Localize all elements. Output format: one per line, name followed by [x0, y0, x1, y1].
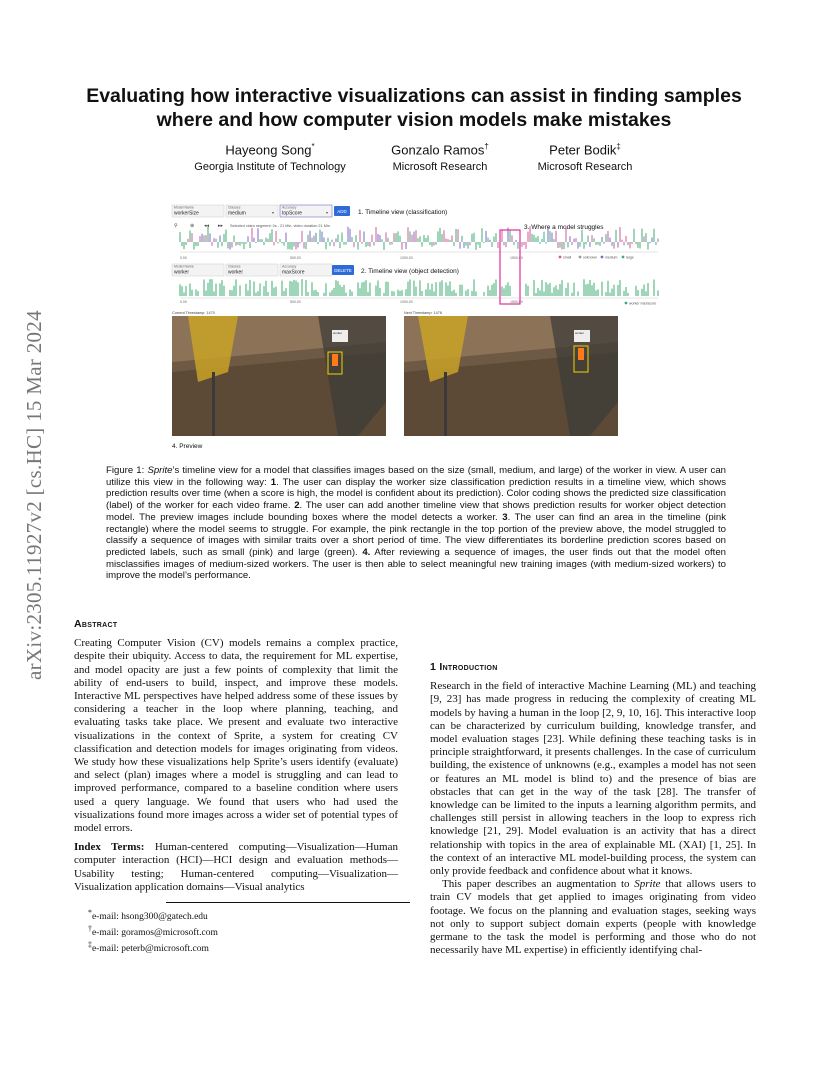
author-name: Peter Bodik: [549, 142, 617, 158]
controls-row-1: [172, 205, 447, 217]
caption-step-num: 4.: [362, 546, 371, 558]
preview-left[interactable]: [172, 311, 386, 436]
author-mark: ‡: [616, 142, 621, 151]
intro-heading: 1 Introduction: [430, 661, 498, 673]
caption-sprite: Sprite: [147, 465, 173, 476]
intro-paragraph-2a: This paper describes an augmentation to: [442, 878, 635, 891]
caption-text: . The user can display the worker size classification prediction results in a timeline view, which shows prediction results over time (when a score is high, the model is confident about its prediction). Color coding shows the predicted size classification (label) of the worker for each video frame.: [106, 476, 726, 512]
author-name: Hayeong Song: [225, 142, 312, 158]
figure-caption: [106, 465, 726, 582]
index-terms-label: Index Terms:: [74, 841, 145, 854]
axis-tick: 0.00: [180, 256, 187, 260]
footnote-mark: †: [88, 924, 92, 934]
abstract-heading: Abstract: [74, 618, 118, 630]
author-1: [180, 142, 360, 173]
label-timeline-classification: 1. Timeline view (classification): [358, 209, 448, 216]
axis-tick: 1000.00: [400, 300, 413, 304]
author-mark: †: [484, 142, 489, 151]
axis-tick: 1000.00: [400, 256, 413, 260]
rewind-icon[interactable]: ◂◂: [204, 223, 210, 229]
model-name-label: Model Name: [174, 205, 194, 210]
author-2: [360, 142, 520, 173]
axis-tick: 1500.00: [510, 300, 523, 304]
footnote-email[interactable]: e-mail: peterb@microsoft.com: [91, 944, 209, 955]
axis-tick: 500.00: [290, 256, 301, 260]
legend-item: worker maxScore: [629, 301, 657, 306]
left-column: [74, 618, 398, 956]
axis-tick: 0.00: [180, 300, 187, 304]
intro-sprite: Sprite: [634, 878, 661, 891]
timeline-detection[interactable]: [180, 279, 658, 296]
classes-label: Classes: [228, 264, 241, 269]
author-3: [515, 142, 655, 173]
accuracy-label: Accuracy: [282, 264, 297, 269]
classes-label: Classes: [228, 205, 241, 210]
footnotes: [74, 907, 398, 955]
title-line-1: Evaluating how interactive visualizations can assist in finding samples: [86, 85, 742, 107]
forward-icon[interactable]: ▸▸: [218, 223, 224, 229]
author-affiliation: Microsoft Research: [537, 161, 633, 174]
abstract-text: Creating Computer Vision (CV) models remains a complex practice, despite their ubiquity. Access to data, the requirement for ML expertise, and model opacity are just a few points of complexity that limit the ability of end-users to build, inspect, and improve these models. Interactive ML perspectives have helped address some of these issues by considering a teacher in the loop where planning, teaching, and evaluating tasks take place. We present and evaluate two interactive visualizations in the context of Sprite, a system for creating CV classification and detection models for images originating from videos. We study how these visualizations help Sprite’s users identify (evaluate) and select (plan) images where a model is struggling and can lead to improved performance, compared to a baseline condition where users used a query language. We found that users who had used the visualizations found more images across a wider set of potential types of model errors.: [74, 637, 398, 835]
add-button[interactable]: ADD: [337, 209, 347, 214]
caption-text: . The user can find an area in the timeline (pink rectangle) where the model seems to struggle. For example, the pink rectangle in the top portion of the preview above, the model struggled to classify a sequence of images with similar traits over a short period of time. The view differentiates its borderline prediction scores based on predicted labels, such as small (pink) and large (green).: [106, 511, 727, 558]
right-column: [430, 661, 756, 957]
author-affiliation: Georgia Institute of Technology: [194, 161, 346, 174]
caption-step-num: 2: [294, 500, 300, 512]
intro-paragraph-1: Research in the field of interactive Machine Learning (ML) and teaching [9, 23] has made progress in reducing the complexity of creating ML models by having a human in the loop [2, 9, 10, 16]. This interactive loop can be characterized by curriculum building, knowledge transfer, and model evaluation stages [23]. While defining these teaching tasks is in principle straightforward, it presents challenges. In the case of curriculum building, the existence of unknowns (e.g., examples a model has not seen or features an ML model is blind to) and the presence of bias are obstacles that can get in the way of the task [28]. The transfer of knowledge can be limited to the inputs a learning algorithm permits, and challenges still persist in allowing teachers in the loop to express rich knowledge [21, 29]. Model evaluation is an activity that has a direct relationship with topics in the area of explainable ML (XAI) [1, 25]. In the context of an interactive ML model-building process, the system can only provide feedback and confidence about what it knows.: [430, 680, 756, 878]
index-terms-text: Human-centered computing—Visualization—Human computer interaction (HCI)—HCI design and evaluation methods—Usability testing; Human-centered computing—Visualization—Visualization application domains—Visual analytics: [74, 841, 398, 893]
zoom-icon[interactable]: ⊕: [190, 223, 195, 229]
caption-text: After reviewing a sequence of images, the user finds out that the model often misclassifies images of medium-sized workers. The user is then able to select meaningful new training images (with medium-sized workers) to improve the model’s performance.: [106, 546, 726, 582]
bbox-label: worker: [575, 331, 585, 335]
footnote-email[interactable]: e-mail: hsong300@gatech.edu: [91, 912, 208, 923]
label-timeline-detection: 2. Timeline view (object detection): [361, 268, 459, 275]
footnote-rule: [166, 902, 410, 903]
arxiv-identifier: arXiv:2305.11927v2 [cs.HC] 15 Mar 2024: [22, 310, 46, 680]
caption-text: ’s timeline view for a model that classifies images based on the size (small, medium, and large) of the worker in view. A user can utilize this view in the following way:: [106, 465, 726, 488]
search-icon[interactable]: ⚲: [174, 223, 178, 229]
model-name-select[interactable]: workerSize: [174, 210, 199, 217]
segment-text: Selected video segment: 0s - 21 Min, video duration 21 Min: [230, 224, 330, 228]
accuracy-select[interactable]: topScore: [282, 210, 303, 217]
legend-item: unknown: [583, 255, 598, 260]
classes-select[interactable]: medium: [228, 210, 246, 217]
model-name-select[interactable]: worker: [174, 269, 190, 276]
delete-button[interactable]: DELETE: [334, 268, 352, 273]
accuracy-select[interactable]: maxScore: [282, 269, 305, 276]
preview-right-title: Next Timestamp: 1476: [404, 311, 442, 315]
axis-tick: 500.00: [290, 300, 301, 304]
footnote-email[interactable]: e-mail: goramos@microsoft.com: [91, 928, 218, 939]
legend-classification: [559, 256, 634, 260]
footnote-mark: *: [88, 908, 92, 918]
chevron-down-icon: ▾: [326, 210, 329, 215]
bbox-label: worker: [333, 331, 343, 335]
model-name-label: Model Name: [174, 264, 194, 269]
figure-1-graphic: [168, 202, 662, 452]
footnote-mark: ‡: [88, 940, 92, 950]
preview-left-title: Current Timestamp: 1470: [172, 311, 215, 315]
caption-text: . The user can add another timeline view that shows prediction results for worker object detection model. The preview images include bounding boxes where the model detects a worker.: [106, 500, 726, 523]
caption-lead: Figure 1:: [106, 465, 148, 476]
controls-row-2: [172, 264, 459, 276]
caption-step-num: 3: [502, 511, 508, 523]
classes-select[interactable]: worker: [228, 269, 244, 276]
author-name: Gonzalo Ramos: [391, 142, 485, 158]
author-affiliation: Microsoft Research: [392, 161, 488, 174]
title-line-2: where and how computer vision models make mistakes: [156, 109, 672, 131]
intro-paragraph-2b: that allows users to train CV models that get applied to images originating from video footage. We focus on the planning and evaluation stages, seeking ways not only to support subject domain experts (people with knowledge germane to the task the model is performing and those who do not necessarily have ML expertise) in efficiently identifying chal-: [430, 878, 756, 957]
chevron-down-icon: ▾: [272, 210, 275, 215]
figure-1: [168, 202, 662, 452]
label-preview: 4. Preview: [172, 443, 203, 450]
preview-right[interactable]: [404, 311, 618, 436]
legend-item: small: [563, 255, 572, 260]
accuracy-label: Accuracy: [282, 205, 297, 210]
paper-title: [70, 84, 758, 132]
legend-item: large: [626, 255, 634, 260]
label-model-struggles: 3. Where a model struggles: [524, 224, 604, 231]
caption-step-num: 1: [270, 476, 277, 488]
author-mark: *: [311, 142, 315, 151]
legend-item: medium: [605, 255, 618, 260]
axis-tick: 1500.00: [510, 256, 523, 260]
